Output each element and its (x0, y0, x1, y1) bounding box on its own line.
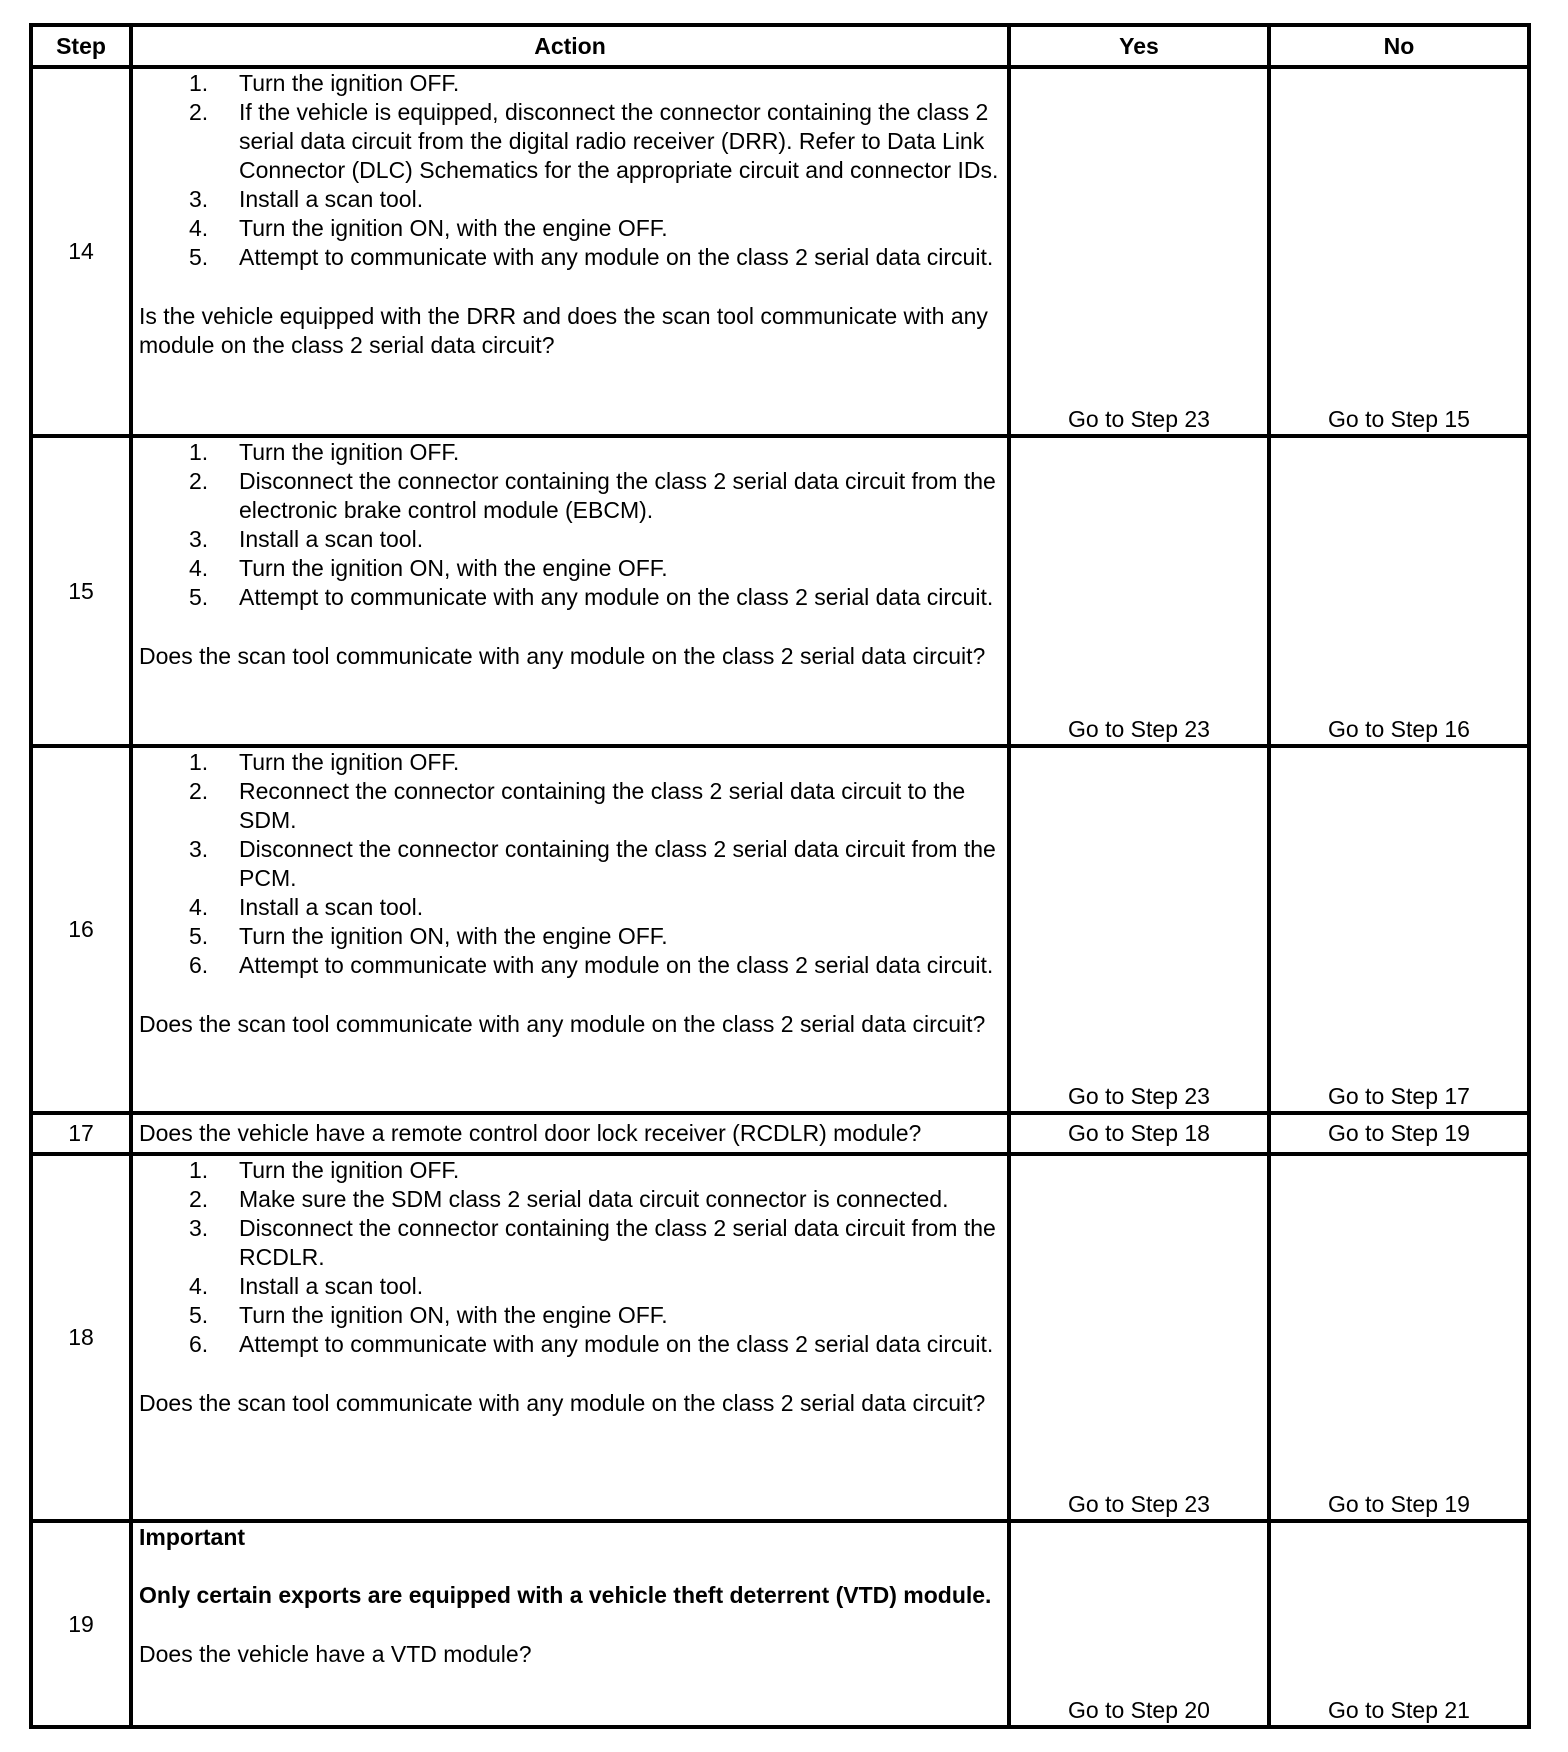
list-item: 5. Attempt to communicate with any module on the class 2 serial data circuit. (189, 584, 994, 610)
question-text: Does the vehicle have a remote control door lock receiver (RCDLR) module? (139, 1120, 922, 1146)
list-item: 2. Make sure the SDM class 2 serial data circuit connector is connected. (189, 1186, 949, 1212)
list-item: 5. Turn the ignition ON, with the engine OFF. (189, 923, 668, 949)
yes-result: Go to Step 23 (1009, 436, 1269, 746)
action-cell (131, 746, 1009, 1113)
header-action: Action (131, 25, 1009, 67)
table-row-step-14 (31, 67, 1529, 436)
list-item: 1. Turn the ignition OFF. (189, 70, 460, 96)
list-item: 6. Attempt to communicate with any module on the class 2 serial data circuit. (189, 952, 994, 978)
diagnostic-table (29, 23, 1531, 1729)
no-result: Go to Step 16 (1269, 436, 1529, 746)
list-item: 1. Turn the ignition OFF. (189, 749, 460, 775)
list-item: 2. If the vehicle is equipped, disconnect the connector containing the class 2 serial data circuit from the digital radio receiver (DRR). Refer to Data Link Connector (DLC) Schematics for the appropriate circuit and connector IDs. (189, 99, 999, 183)
yes-result: Go to Step 23 (1009, 1154, 1269, 1521)
list-item: 5. Turn the ignition ON, with the engine OFF. (189, 1302, 668, 1328)
step-number: 17 (31, 1113, 131, 1154)
step-number: 14 (31, 67, 131, 436)
list-item: 4. Install a scan tool. (189, 1273, 424, 1299)
list-item: 4. Turn the ignition ON, with the engine OFF. (189, 555, 668, 581)
list-item: 1. Turn the ignition OFF. (189, 439, 460, 465)
action-cell (131, 67, 1009, 436)
table-row-step-15 (31, 436, 1529, 746)
yes-result: Go to Step 23 (1009, 67, 1269, 436)
table-row-step-18 (31, 1154, 1529, 1521)
action-list (139, 748, 1001, 980)
list-item: 6. Attempt to communicate with any module on the class 2 serial data circuit. (189, 1331, 994, 1357)
header-step: Step (31, 25, 131, 67)
question-text: Does the vehicle have a VTD module? (139, 1641, 532, 1667)
action-cell (131, 436, 1009, 746)
action-list (139, 69, 1001, 272)
action-list (139, 438, 1001, 612)
question-text: Does the scan tool communicate with any module on the class 2 serial data circuit? (139, 1011, 986, 1037)
list-item: 3. Install a scan tool. (189, 526, 424, 552)
no-result: Go to Step 17 (1269, 746, 1529, 1113)
no-result: Go to Step 15 (1269, 67, 1529, 436)
step-number: 16 (31, 746, 131, 1113)
table-row-step-19 (31, 1521, 1529, 1727)
list-item: 5. Attempt to communicate with any module on the class 2 serial data circuit. (189, 244, 994, 270)
question-text: Does the scan tool communicate with any module on the class 2 serial data circuit? (139, 643, 986, 669)
action-cell (131, 1521, 1009, 1727)
important-title: Important (139, 1524, 246, 1550)
action-cell (131, 1113, 1009, 1154)
action-list (139, 1156, 1001, 1359)
list-item: 2. Disconnect the connector containing the class 2 serial data circuit from the electronic brake control module (EBCM). (189, 468, 996, 523)
yes-result: Go to Step 18 (1009, 1113, 1269, 1154)
no-result: Go to Step 21 (1269, 1521, 1529, 1727)
list-item: 3. Disconnect the connector containing the class 2 serial data circuit from the RCDLR. (189, 1215, 996, 1270)
question-text: Does the scan tool communicate with any module on the class 2 serial data circuit? (139, 1390, 986, 1416)
list-item: 3. Disconnect the connector containing the class 2 serial data circuit from the PCM. (189, 836, 996, 891)
yes-result: Go to Step 20 (1009, 1521, 1269, 1727)
step-number: 18 (31, 1154, 131, 1521)
list-item: 4. Turn the ignition ON, with the engine OFF. (189, 215, 668, 241)
step-number: 19 (31, 1521, 131, 1727)
list-item: 3. Install a scan tool. (189, 186, 424, 212)
table-row-step-16 (31, 746, 1529, 1113)
table-row-step-17 (31, 1113, 1529, 1154)
header-yes: Yes (1009, 25, 1269, 67)
action-cell (131, 1154, 1009, 1521)
question-text: Is the vehicle equipped with the DRR and does the scan tool communicate with any module on the class 2 serial data circuit? (139, 303, 988, 358)
no-result: Go to Step 19 (1269, 1113, 1529, 1154)
step-number: 15 (31, 436, 131, 746)
list-item: 4. Install a scan tool. (189, 894, 424, 920)
yes-result: Go to Step 23 (1009, 746, 1269, 1113)
header-row (31, 25, 1529, 67)
important-note: Only certain exports are equipped with a vehicle theft deterrent (VTD) module. (139, 1582, 992, 1608)
no-result: Go to Step 19 (1269, 1154, 1529, 1521)
header-no: No (1269, 25, 1529, 67)
list-item: 1. Turn the ignition OFF. (189, 1157, 460, 1183)
list-item: 2. Reconnect the connector containing the class 2 serial data circuit to the SDM. (189, 778, 966, 833)
